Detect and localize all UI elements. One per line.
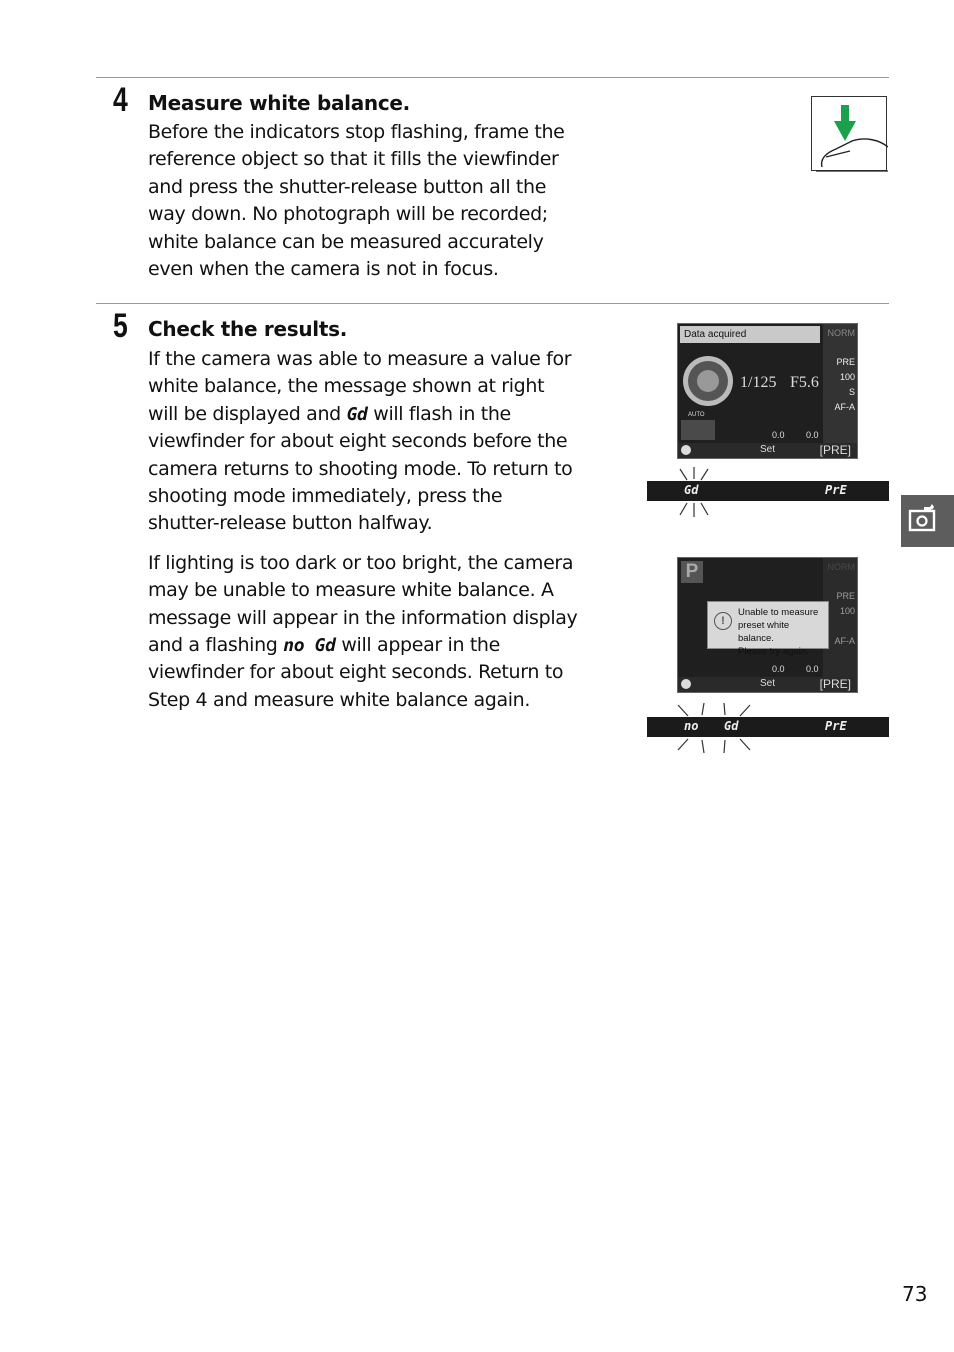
mode-indicator: P	[681, 561, 703, 583]
focus-mode-setting-2: AF-A	[834, 636, 855, 646]
paragraph-2-text-a: If lighting is too dark or too bright, the camera may be unable to measure white balance. A message will appear in the information display and a flashing	[148, 551, 578, 657]
white-balance-setting-2: PRE	[836, 591, 855, 601]
set-label-2: Set	[760, 678, 776, 689]
exposure-comp-value: 0.0	[806, 430, 819, 440]
warning-icon: !	[714, 612, 732, 630]
vf-gd: Gd	[684, 483, 699, 497]
flash-comp-value: 0.0	[772, 430, 785, 440]
camera-shooting-icon	[901, 495, 954, 547]
focus-area-grid	[681, 420, 715, 440]
help-icon	[681, 445, 691, 455]
focus-mode-setting: AF-A	[834, 402, 855, 412]
dialog-line-2: preset white balance.	[738, 620, 790, 644]
top-rule	[96, 77, 889, 78]
vf-gd-2: Gd	[724, 719, 739, 733]
shutter-press-illustration	[811, 96, 887, 171]
white-balance-setting: PRE	[836, 357, 855, 367]
step-number-4: 4	[113, 81, 128, 119]
finger-press-icon	[812, 97, 888, 172]
aperture-value: F5.6	[790, 374, 819, 391]
iso-setting: 100	[839, 372, 855, 382]
viewfinder-gd-glyph: Gd	[346, 403, 368, 425]
message-banner: Data acquired	[680, 326, 820, 343]
quality-setting-2: NORM	[827, 562, 855, 572]
shutter-speed: 1/125	[740, 374, 777, 391]
flash-comp-value-2: 0.0	[772, 664, 785, 674]
paragraph-1-text-a: If the camera was able to measure a value for white balance, the message shown at right will be displayed and	[148, 348, 572, 425]
dialog-line-1: Unable to measure	[738, 607, 819, 618]
error-dialog	[707, 601, 829, 657]
vf-pre: PrE	[825, 483, 847, 497]
step-4-paragraph: Before the indicators stop flashing, frame the reference object so that it fills the viewfinder and press the shutter-release button all the way down. No photograph will be recorded; white balance can be measured accurately even when the camera is not in focus.	[148, 121, 565, 281]
info-display-success	[677, 323, 858, 459]
vf-no: no	[684, 719, 699, 733]
info-display-failure	[677, 557, 858, 693]
step-4-title: Measure white balance.	[148, 91, 410, 115]
paragraph-2-text-b: will appear in the viewfinder for about eight seconds. Return to Step 4 and measure white balance again.	[148, 634, 564, 711]
viewfinder-display-1	[647, 481, 889, 501]
step-number-5: 5	[113, 307, 128, 345]
page-number: 73	[902, 1282, 928, 1306]
help-icon-2	[681, 679, 691, 689]
aperture-icon	[681, 354, 736, 409]
step-5-title: Check the results.	[148, 317, 348, 341]
step-5-body	[148, 346, 578, 714]
lcd-bottom-bar	[678, 443, 857, 458]
paragraph-1-text-b: will flash in the viewfinder for about eight seconds before the camera returns to shooting mode. To return to shooting mode immediately, press the shutter-release button halfway.	[148, 402, 573, 535]
settings-column	[823, 324, 857, 445]
step-divider	[96, 303, 889, 304]
step-4-body	[148, 119, 578, 283]
quality-setting: NORM	[827, 328, 855, 338]
step-5-paragraph-1	[148, 346, 578, 538]
lcd-bottom-bar-2	[678, 677, 857, 692]
iso-setting-2: 100	[839, 606, 855, 616]
auto-label: AUTO	[688, 412, 705, 418]
step-5-paragraph-2	[148, 550, 578, 714]
vf-pre-2: PrE	[825, 719, 847, 733]
set-label: Set	[760, 444, 776, 455]
pre-label: [PRE]	[819, 443, 851, 457]
exposure-comp-value-2: 0.0	[806, 664, 819, 674]
release-mode-setting: S	[848, 387, 855, 397]
dialog-line-3: Please try again.	[738, 646, 809, 657]
pre-label-2: [PRE]	[819, 677, 851, 691]
viewfinder-no-gd-glyph: no Gd	[283, 635, 336, 657]
viewfinder-display-2	[647, 717, 889, 737]
chapter-tab	[901, 495, 954, 547]
